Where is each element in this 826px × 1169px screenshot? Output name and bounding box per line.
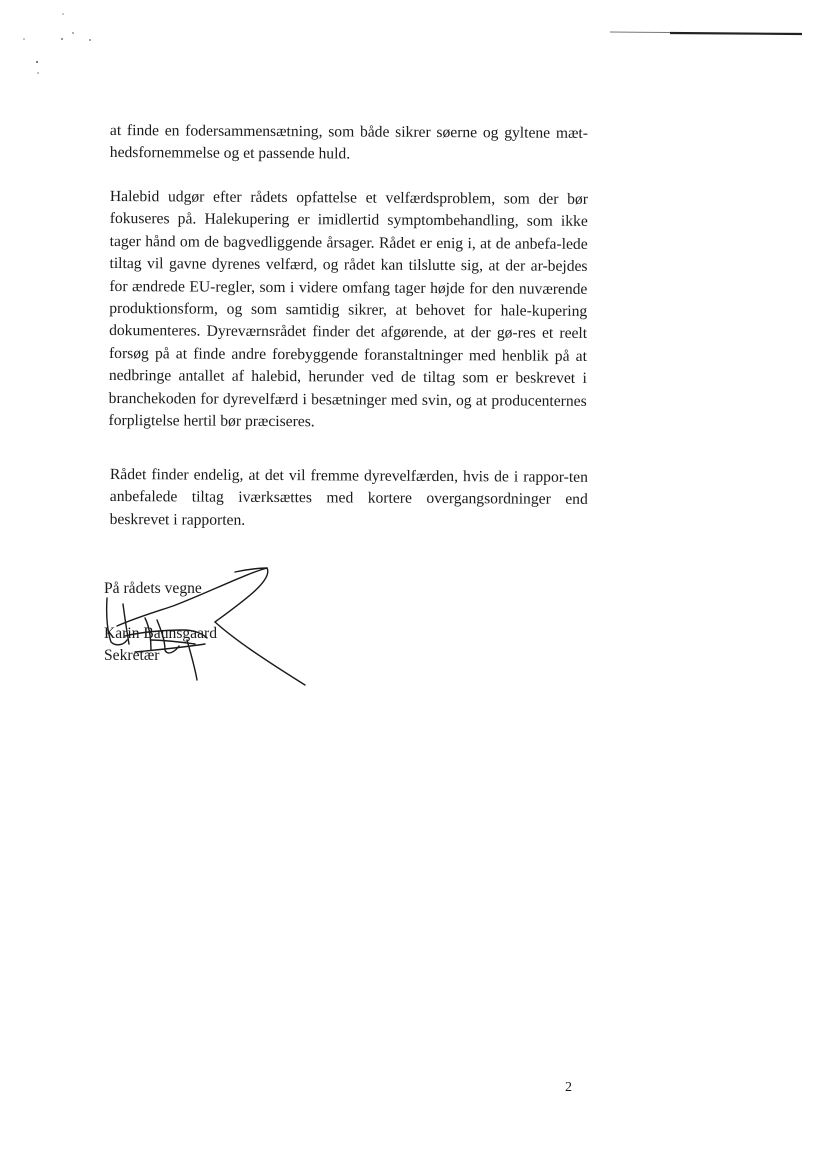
page-number: 2	[565, 1080, 572, 1095]
on-behalf-line: På rådets vegne	[104, 580, 202, 597]
paragraph-3: Rådet finder endelig, at det vil fremme dyrevelfærden, hvis de i rappor-ten anbefalede tiltag iværksættes med kortere overgangsordninger end beskrevet i rapporten.	[109, 465, 588, 529]
handwritten-signature	[95, 560, 325, 695]
signatory-name: Karin Baunsgaard	[104, 624, 218, 642]
scan-specks	[0, 0, 120, 90]
scan-edge-line	[610, 30, 802, 36]
paragraph-2: Halebid udgør efter rådets opfattelse et velfærdsproblem, som der bør fokuseres på. Halekupering er imidlertid symptombehandling, som ikke tager hånd om de bagvedliggende årsager. Rådet er enig i, at de anbefa-lede tiltag vil gavne dyrenes velfærd, og rådet kan tilslutte sig, at der ar-bejdes for ændrede EU-regler, som i videre omfang tager højde for den nuværende produktionsform, og som samtidig sikrer, at behovet for hale-kupering dokumenteres. Dyreværnsrådet finder det afgørende, at der gø-res et reelt forsøg på at finde andre forebyggende foranstaltninger med henblik på at nedbringe antallet af halebid, herunder ved de tiltag som er beskrevet i branchekoden for dyrevelfærd i besætninger med svin, og at producenternes forpligtelse hertil bør præciseres.	[108, 187, 588, 431]
paragraph-1: at finde en fodersammensætning, som både sikrer søerne og gyltene mæt-hedsfornemmelse og et passende huld.	[109, 121, 588, 163]
signatory-title: Sekretær	[104, 647, 160, 664]
